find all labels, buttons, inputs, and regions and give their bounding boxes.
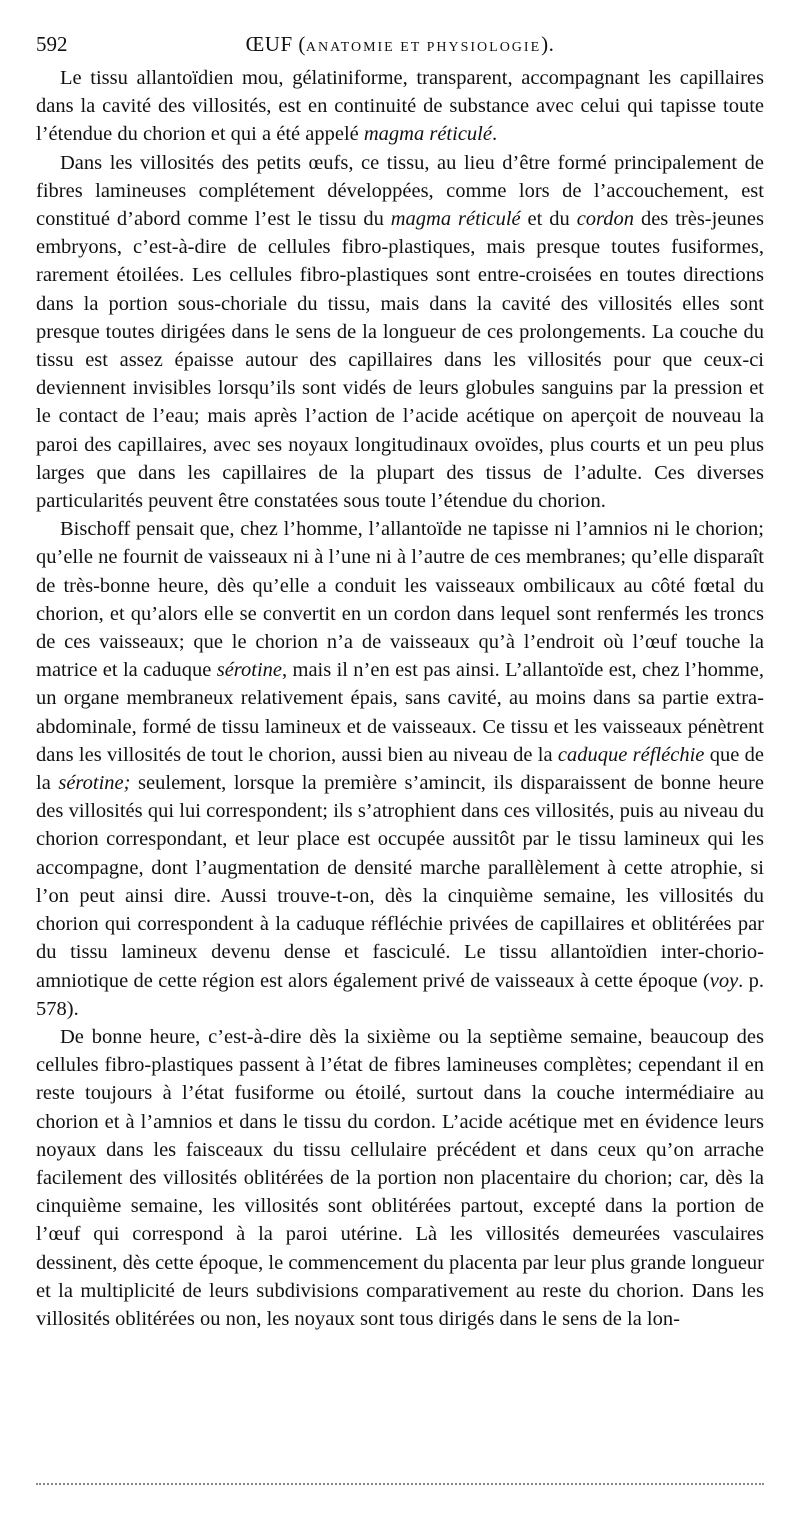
text-run: . p. 578). (36, 969, 764, 1020)
paragraph (36, 149, 764, 516)
italic-text: sérotine; (58, 772, 131, 795)
paragraph (36, 64, 764, 149)
text-run: Dans les villosités des petits œufs, ce tissu, au lieu d’être formé principalement de fibres lamineuses complétement développées, comme lors de l’accouchement, est constitué d’abord comme l’est le tissu du (36, 151, 764, 231)
text-run: Bischoff pensait que, chez l’homme, l’allantoïde ne tapisse ni l’amnios ni le chorion; qu’elle ne fournit de vaisseaux ni à l’une ni à l’autre de ces membranes; qu’elle disparaît de très-bonne heure, dès qu’elle a conduit les vaisseaux ombilicaux au côté fœtal du chorion, et qu’alors elle se convertit en un cordon dans lequel sont renfermés les troncs de ces vaisseaux; que le chorion n’a de vaisseaux qu’à l’endroit où l’œuf touche la matrice et la caduque (36, 518, 764, 682)
paragraph (36, 1023, 764, 1333)
running-title-end: ). (541, 32, 555, 56)
body-text (36, 64, 764, 1333)
text-run: De bonne heure, c’est-à-dire dès la sixième ou la septième semaine, beaucoup des cellules fibro-plastiques passent à l’état de fibres lamineuses complètes; cependant il en reste toujours à l’état fusiforme ou étoilé, surtout dans la couche intermédiaire au chorion et à l’amnios et dans le tissu du cordon. L’acide acétique met en évidence leurs noyaux dans les faisceaux du tissu cellulaire précédent et dans ceux qu’on arrache facilement des villosités oblitérées de la portion non placentaire du chorion; car, dès la cinquième semaine, les villosités sont oblitérées partout, excepté dans la portion de l’œuf qui correspond à la paroi utérine. Là les villosités demeurées vasculaires dessinent, dès cette époque, le commencement du placenta par leur plus grande longueur et la multiplicité de leurs subdivisions comparativement au reste du chorion. Dans les villosités oblitérées ou non, les noyaux sont tous dirigés dans le sens de la lon- (36, 1025, 764, 1330)
italic-text: magma réticulé (390, 208, 521, 231)
running-title-main: ŒUF ( (245, 32, 306, 56)
italic-text: magma réticulé (363, 123, 492, 146)
page-number: 592 (36, 32, 68, 56)
italic-text: cordon (576, 208, 635, 231)
text-run: et du (520, 208, 577, 231)
text-run: . (491, 123, 498, 146)
text-run: Le tissu allantoïdien mou, gélatiniforme, transparent, accompagnant les capillaires dans la cavité des villosités, est en continuité de substance avec celui qui tapisse toute l’étendue du chorion et qui a été appelé (36, 67, 764, 146)
running-title-subject: ANATOMIE ET PHYSIOLOGIE (305, 40, 542, 55)
italic-text: sérotine (216, 659, 283, 682)
running-title (36, 30, 764, 62)
running-head (36, 30, 764, 64)
text-run: que de la (36, 743, 764, 795)
footer-dotted-rule (36, 1483, 764, 1485)
paragraph (36, 515, 764, 1023)
text-run: des très-jeunes embryons, c’est-à-dire de cellules fibro-plastiques, mais presque toutes fusiformes, rarement étoilées. Les cellules fibro-plastiques sont entre-croisées en toutes directions dans la portion sous-choriale du tissu, mais dans la cavité des villosités elles sont presque toutes dirigées dans le sens de la longueur de ces prolongements. La couche du tissu est assez épaisse autour des capillaires dans les villosités pour que ceux-ci deviennent invisibles lorsqu’ils sont vidés de leurs globules sanguins par la pression et le contact de l’eau; mais après l’action de l’acide acétique on aperçoit de nouveau la paroi des capillaires, avec ses noyaux longitudinaux ovoïdes, plus courts et un peu plus larges que dans les capillaires de la plupart des tissus de l’adulte. Ces diverses particularités peuvent être constatées sous toute l’étendue du chorion. (36, 208, 764, 513)
italic-text: caduque réfléchie (557, 743, 705, 766)
text-run: seulement, lorsque la première s’amincit, ils disparaissent de bonne heure des villosités qui lui correspondent; ils s’atrophient dans ces villosités, puis au niveau du chorion correspondant, et leur place est occupée aussitôt par le tissu lamineux qui les accompagne, dont l’augmentation de densité marche parallèlement à cette atrophie, si l’on peut ainsi dire. Aussi trouve-t-on, dès la cinquième semaine, les villosités du chorion qui correspondent à la caduque réfléchie privées de capillaires et oblitérées par du tissu lamineux devenu dense et fasciculé. Le tissu allantoïdien inter-chorio-amniotique de cette région est alors également privé de vaisseaux à cette époque ( (36, 772, 764, 992)
italic-text: voy (709, 969, 739, 992)
text-run: , mais il n’en est pas ainsi. L’allantoïde est, chez l’homme, un organe membraneux relativement épais, sans cavité, au moins dans sa partie extra-abdominale, formé de tissu lamineux et de vaisseaux. Ce tissu et les vaisseaux pénètrent dans les villosités de tout le chorion, aussi bien au niveau de la (36, 659, 764, 766)
